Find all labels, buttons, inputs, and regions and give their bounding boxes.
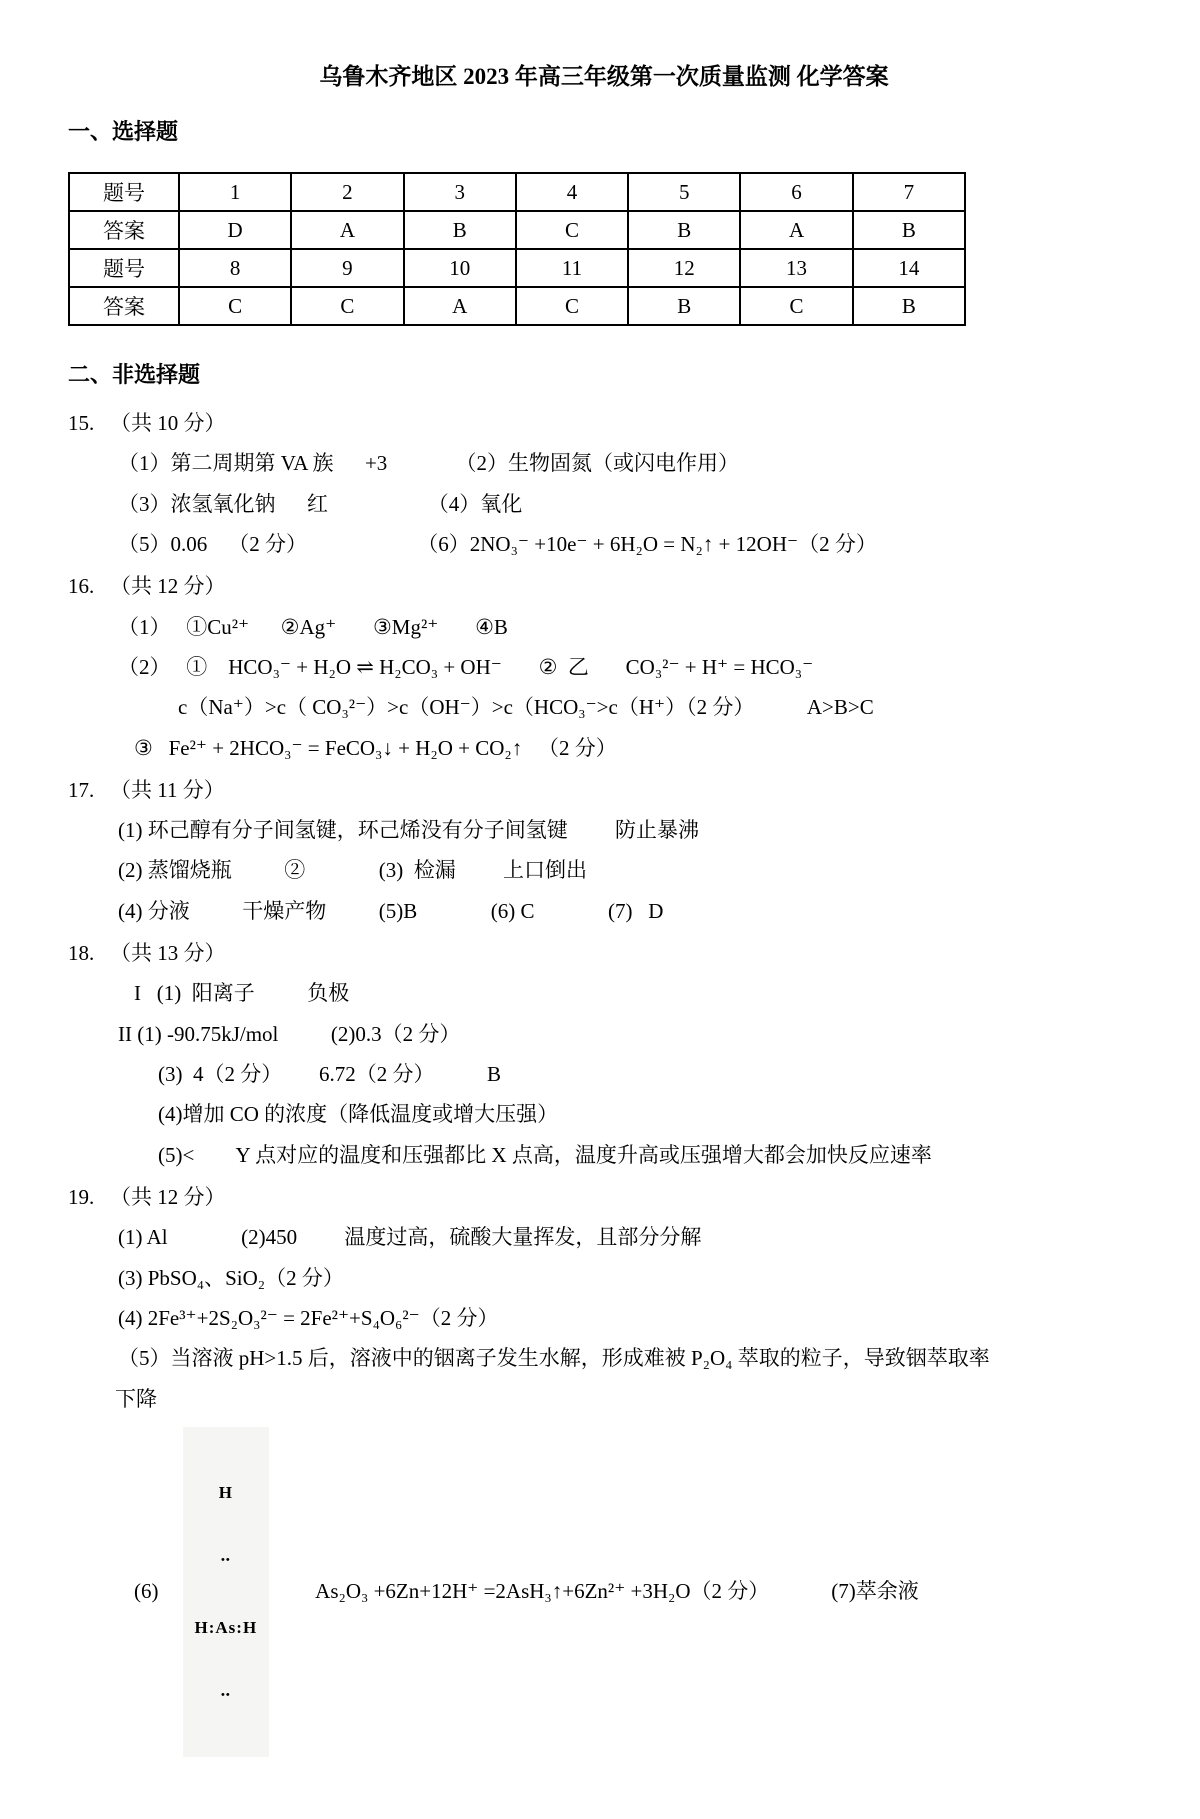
answer-line: (5)< Y 点对应的温度和压强都比 X 点高，温度升高或压强增大都会加快反应速率: [158, 1142, 932, 1167]
table-row: [69, 211, 965, 249]
table-cell: 题号: [69, 249, 179, 287]
lewis-top-hydrogen: H: [218, 1483, 233, 1503]
table-cell: C: [740, 287, 852, 325]
item-label: (6): [134, 1579, 159, 1604]
question-head: 18. （共 13 分）: [68, 941, 226, 966]
question-17: [68, 770, 1140, 931]
table-cell: 14: [853, 249, 965, 287]
answer-line: I (1) 阳离子 负极: [134, 981, 350, 1006]
table-cell: 2: [291, 173, 403, 211]
question-head: 15. （共 10 分）: [68, 411, 226, 435]
chemical-equation: As₂O₃ +6Zn+12H⁺ =2AsH₃↑+6Zn²⁺ +3H₂O（2 分）: [315, 1579, 770, 1604]
table-row: [69, 173, 965, 211]
answer-line: (1) 环己醇有分子间氢键，环己烯没有分子间氢键 防止暴沸: [118, 818, 699, 843]
table-cell: B: [628, 211, 740, 249]
answer-table-body: [69, 173, 965, 325]
table-cell: 13: [740, 249, 852, 287]
answer-line: (3) 4（2 分） 6.72（2 分） B: [158, 1062, 501, 1086]
question-15: [68, 403, 1140, 564]
table-cell: C: [179, 287, 291, 325]
table-cell: 9: [291, 249, 403, 287]
table-cell: 答案: [69, 287, 179, 325]
answer-line: （2） ① HCO₃⁻ + H₂O ⇌ H₂CO₃ + OH⁻ ② 乙 CO₃²⁻ + H⁺ = HCO₃⁻: [118, 654, 814, 679]
table-cell: 4: [516, 173, 628, 211]
table-cell: 1: [179, 173, 291, 211]
lewis-bond-dots-top: ••: [220, 1554, 231, 1566]
table-cell: 题号: [69, 173, 179, 211]
table-cell: 11: [516, 249, 628, 287]
table-cell: 3: [404, 173, 516, 211]
answer-line: II (1) -90.75kJ/mol (2)0.3（2 分）: [118, 1021, 461, 1046]
table-cell: A: [291, 211, 403, 249]
lewis-center-row: H:As:H: [194, 1618, 258, 1638]
answer-line: (4)增加 CO 的浓度（降低温度或增大压强）: [158, 1102, 559, 1127]
table-cell: 5: [628, 173, 740, 211]
table-cell: B: [853, 211, 965, 249]
lewis-lone-pair-dots: ••: [220, 1688, 231, 1701]
answer-line: (4) 2Fe³⁺+2S₂O₃²⁻ = 2Fe²⁺+S₄O₆²⁻（2 分）: [118, 1305, 499, 1330]
table-cell: C: [516, 211, 628, 249]
question-head: 19. （共 12 分）: [68, 1184, 226, 1209]
answer-line: (1) Al (2)450 温度过高，硫酸大量挥发，且部分分解: [118, 1225, 702, 1250]
answer-line: （3）浓氢氧化钠 红 （4）氧化: [118, 491, 523, 516]
table-cell: 7: [853, 173, 965, 211]
answer-line: c（Na⁺）>c（ CO₃²⁻）>c（OH⁻）>c（HCO₃⁻>c（H⁺）（2 分） A>B>C: [178, 695, 874, 720]
answer-table: [68, 172, 966, 326]
table-cell: B: [404, 211, 516, 249]
answer-line: （1）第二周期第 VA 族 +3 （2）生物固氮（或闪电作用）: [118, 451, 740, 476]
section-heading-choice: 一、选择题: [68, 119, 179, 144]
section-heading-free: 二、非选择题: [68, 362, 201, 387]
answer-line: （5）当溶液 pH>1.5 后，溶液中的铟离子发生水解，形成难被 P₂O₄ 萃取的粒子，导致铟萃取率: [118, 1346, 990, 1371]
answer-line: （5）0.06 （2 分） （6）2NO₃⁻ +10e⁻ + 6H₂O = N₂↑ + 12OH⁻（2 分）: [118, 531, 877, 556]
question-head: 17. （共 11 分）: [68, 777, 225, 802]
question-19: [68, 1177, 1140, 1757]
table-cell: 答案: [69, 211, 179, 249]
answer-line: 下降: [115, 1386, 157, 1411]
table-cell: A: [740, 211, 852, 249]
answer-line-with-structure: [134, 1427, 1140, 1758]
document-title: 乌鲁木齐地区 2023 年高三年级第一次质量监测 化学答案: [319, 64, 889, 89]
table-cell: 12: [628, 249, 740, 287]
table-row: [69, 249, 965, 287]
table-cell: 10: [404, 249, 516, 287]
question-head: 16. （共 12 分）: [68, 574, 226, 599]
lewis-structure-arsine: [183, 1427, 270, 1758]
answer-line: (3) PbSO₄、SiO₂（2 分）: [118, 1265, 344, 1290]
table-row: [69, 287, 965, 325]
table-cell: C: [291, 287, 403, 325]
answer-line: (4) 分液 干燥产物 (5)B (6) C (7) D: [118, 898, 664, 923]
table-cell: B: [628, 287, 740, 325]
table-cell: 8: [179, 249, 291, 287]
answer-line: （1） ①Cu²⁺ ②Ag⁺ ③Mg²⁺ ④B: [118, 614, 508, 639]
question-16: [68, 566, 1140, 768]
answer-line: ③ Fe²⁺ + 2HCO₃⁻ = FeCO₃↓ + H₂O + CO₂↑ （2 分）: [134, 735, 617, 760]
table-cell: C: [516, 287, 628, 325]
table-cell: D: [179, 211, 291, 249]
table-cell: A: [404, 287, 516, 325]
answer-line: (2) 蒸馏烧瓶 ② (3) 检漏 上口倒出: [118, 858, 587, 883]
table-cell: 6: [740, 173, 852, 211]
question-18: [68, 933, 1140, 1175]
answer-item-7: (7)萃余液: [831, 1579, 919, 1604]
table-cell: B: [853, 287, 965, 325]
